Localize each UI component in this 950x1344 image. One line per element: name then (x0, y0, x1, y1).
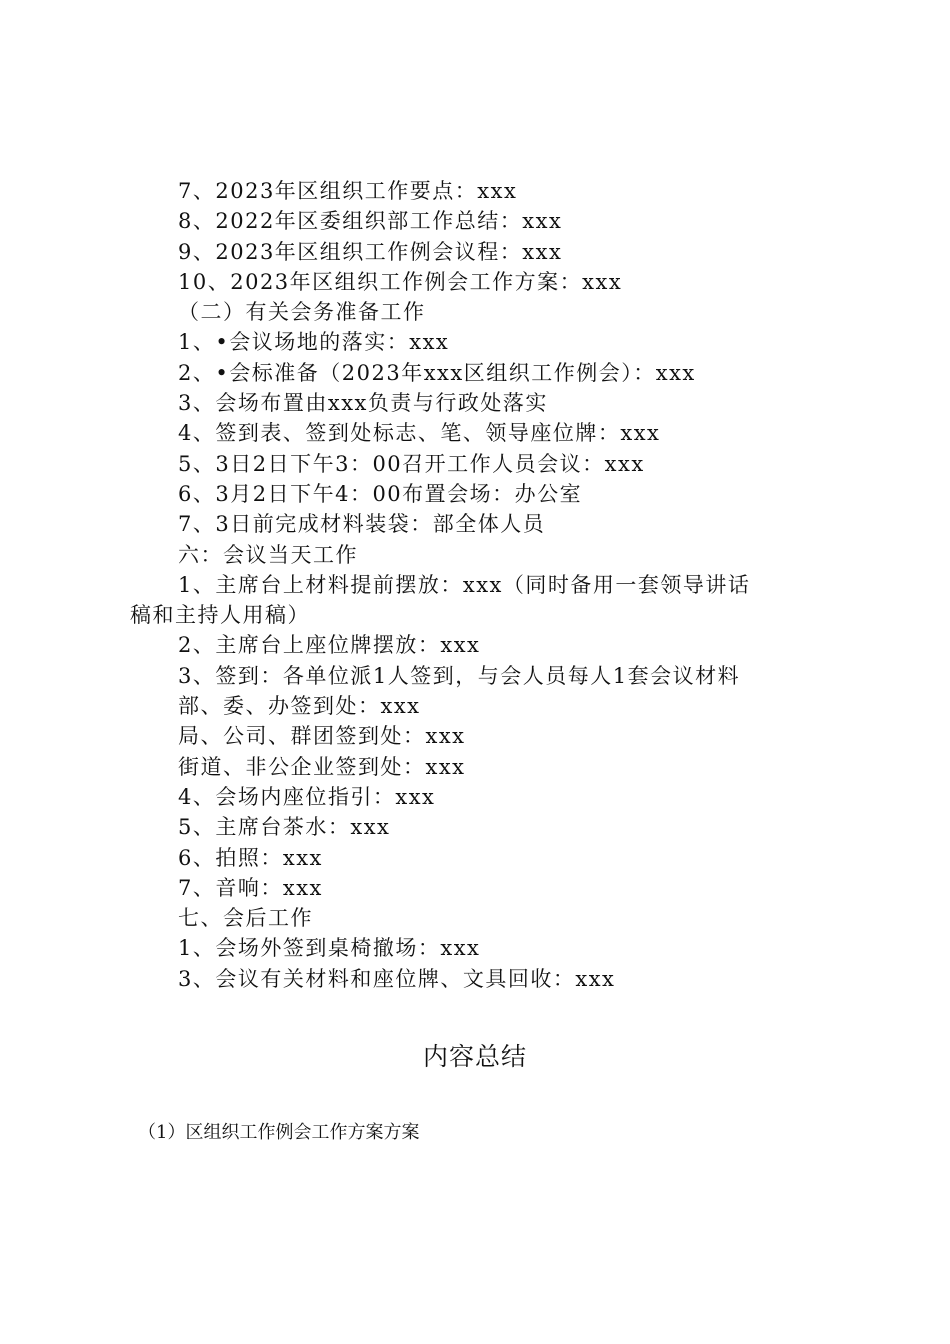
text-line: 6、3月2日下午4：00布置会场：办公室 (178, 481, 583, 506)
text-line: 街道、非公企业签到处：xxx (178, 754, 466, 779)
text-line: 1、会场外签到桌椅撤场：xxx (178, 936, 481, 961)
text-line: 局、公司、群团签到处：xxx (178, 724, 466, 749)
text-line: 6、拍照：xxx (178, 845, 323, 870)
text-line: 4、签到表、签到处标志、笔、领导座位牌：xxx (178, 421, 661, 446)
text-line: 5、3日2日下午3：00召开工作人员会议：xxx (178, 451, 645, 476)
text-line: 2、•会标准备（2023年xxx区组织工作例会）：xxx (178, 360, 696, 385)
text-line: 5、主席台茶水：xxx (178, 815, 391, 840)
section-heading: （二）有关会务准备工作 (178, 300, 426, 325)
section-heading: 七、会后工作 (178, 906, 313, 931)
summary-title: 内容总结 (422, 1042, 527, 1071)
summary-item: （1）区组织工作例会工作方案方案 (138, 1122, 420, 1143)
text-line: 8、2022年区委组织部工作总结：xxx (178, 209, 563, 234)
text-line: 10、2023年区组织工作例会工作方案：xxx (178, 269, 623, 294)
text-line: 7、2023年区组织工作要点：xxx (178, 179, 518, 203)
text-line-continuation: 稿和主持人用稿） (130, 603, 310, 628)
text-line: 4、会场内座位指引：xxx (178, 784, 436, 809)
text-line: 1、•会议场地的落实：xxx (178, 330, 450, 355)
text-line: 3、会议有关材料和座位牌、文具回收：xxx (178, 966, 616, 991)
text-line: 2、主席台上座位牌摆放：xxx (178, 633, 481, 658)
document-body (130, 176, 830, 994)
text-line: 7、3日前完成材料装袋：部全体人员 (178, 512, 546, 537)
text-line: 1、主席台上材料提前摆放：xxx（同时备用一套领导讲话 (178, 572, 751, 597)
text-line: 3、签到：各单位派1人签到，与会人员每人1套会议材料 (178, 663, 741, 688)
section-heading: 六：会议当天工作 (178, 542, 358, 567)
text-line: 9、2023年区组织工作例会议程：xxx (178, 239, 563, 264)
text-line: 3、会场布置由xxx负责与行政处落实 (178, 391, 548, 416)
text-line: 部、委、办签到处：xxx (178, 694, 421, 719)
text-line: 7、音响：xxx (178, 875, 323, 900)
